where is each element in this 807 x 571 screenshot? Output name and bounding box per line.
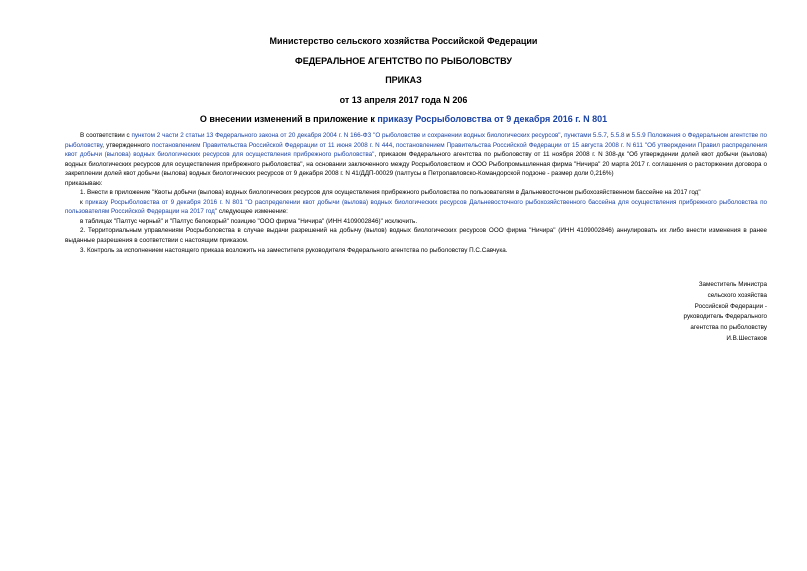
item-1-pre: к xyxy=(80,198,86,206)
item-1-continuation xyxy=(65,198,767,217)
item-2-paragraph: 2. Территориальным управлениям Росрыболовства в случае выдачи разрешений на добычу (вылов) водных биологических ресурсов ООО фирма "Ничира" (ИНН 4109002846) аннулировать их либо внести изменения в ранее выданные разрешения в соответствии с настоящим приказом. xyxy=(65,227,767,245)
preamble-paragraph xyxy=(65,131,767,179)
clause-558-link[interactable]: 5.5.8 xyxy=(610,132,625,139)
preamble-text-1: В соответствии с xyxy=(80,132,132,139)
signature-line: сельского хозяйства xyxy=(707,291,767,299)
agency-heading: ФЕДЕРАЛЬНОЕ АГЕНТСТВО ПО РЫБОЛОВСТВУ xyxy=(295,56,512,66)
decree-611-link[interactable]: постановлением Правительства Российской Федерации от 15 августа 2008 г. N 611 "Об утверждении Правил распределения квот добычи (вылова) водных биологических ресурсов для осуществления прибрежного рыболовства" xyxy=(65,141,768,159)
document-title xyxy=(0,114,807,125)
item-1-post: следующее изменение: xyxy=(217,208,288,216)
preamble-text-2: , xyxy=(560,132,565,139)
order-801-link[interactable]: приказу Росрыболовства от 9 декабря 2016 г. N 801 "О распределении квот добычи (вылова) водных биологических ресурсов Дальневосточного рыбохозяйственного бассейна для осуществления прибрежного рыболовства по пользователям Российской Федерации на 2017 год" xyxy=(65,198,767,216)
signature-line: агентства по рыболовству xyxy=(690,324,767,332)
title-order-link[interactable]: приказу Росрыболовства от 9 декабря 2016 г. N 801 xyxy=(377,114,608,124)
decree-444-link[interactable]: постановлением Правительства Российской Федерации от 11 июня 2008 г. N 444 xyxy=(151,141,393,149)
agency-regulation-link[interactable]: 5.5.9 Положения о Федеральном агентстве по рыболовству xyxy=(65,132,768,149)
preamble-text-5: , утвержденного xyxy=(102,141,152,149)
preamble-text-6: , xyxy=(392,141,397,149)
document-body xyxy=(65,131,767,255)
preamble-text-7: , приказом Федерального агентства по рыболовству от 11 ноября 2008 г. N 308-дк "Об утверждении долей квот добычи (вылова) водных биологических ресурсов для осуществления прибрежного рыболовства", на основании заключенного между Росрыболовством и ООО Рыбопромышленная фирма "Ничира" 20 марта 2017 г. соглашения о расторжении договора о закреплении долей квот добычи (вылова) водных биологических ресурсов от 9 декабря 2008 г. N 41/ДДП-00029 (палтусы в Петропавловско-Командорской подзоне - размер доли 0,216%) xyxy=(65,151,767,178)
item-1-change: в таблицах "Палтус черный" и "Палтус белокорый" позицию "ООО фирма "Ничира" (ИНН 4109002846)" исключить. xyxy=(80,217,418,225)
order-verb: приказываю: xyxy=(65,179,103,187)
signatory-name: И.В.Шестаков xyxy=(726,334,767,342)
item-3-paragraph: 3. Контроль за исполнением настоящего приказа возложить на заместителя руководителя Федерального агентства по рыболовству П.С.Савчука. xyxy=(80,246,508,254)
signature-line: руководитель Федерального xyxy=(683,313,767,321)
preamble-text-4: и xyxy=(624,132,632,139)
signature-block xyxy=(684,280,767,345)
doc-type-heading: ПРИКАЗ xyxy=(385,75,422,85)
item-1-paragraph: 1. Внести в приложение "Квоты добычи (вылова) водных биологических ресурсов для осуществления прибрежного рыболовства по пользователям в Дальневосточном рыбохозяйственном бассейне на 2017 год" xyxy=(80,189,701,197)
title-text: О внесении изменений в приложение к xyxy=(199,114,378,124)
clause-557-link[interactable]: пунктами 5.5.7 xyxy=(564,132,607,139)
preamble-text-3: , xyxy=(606,132,611,139)
signature-line: Российской Федерации - xyxy=(694,302,767,310)
signature-line: Заместитель Министра xyxy=(698,281,767,288)
date-number-heading: от 13 апреля 2017 года N 206 xyxy=(339,95,468,105)
ministry-heading: Министерство сельского хозяйства Российской Федерации xyxy=(269,36,538,46)
law-166fz-link[interactable]: пунктом 2 части 2 статьи 13 Федерального закона от 20 декабря 2004 г. N 166-ФЗ "О рыболовстве и сохранении водных биологических ресурсов" xyxy=(131,132,561,139)
